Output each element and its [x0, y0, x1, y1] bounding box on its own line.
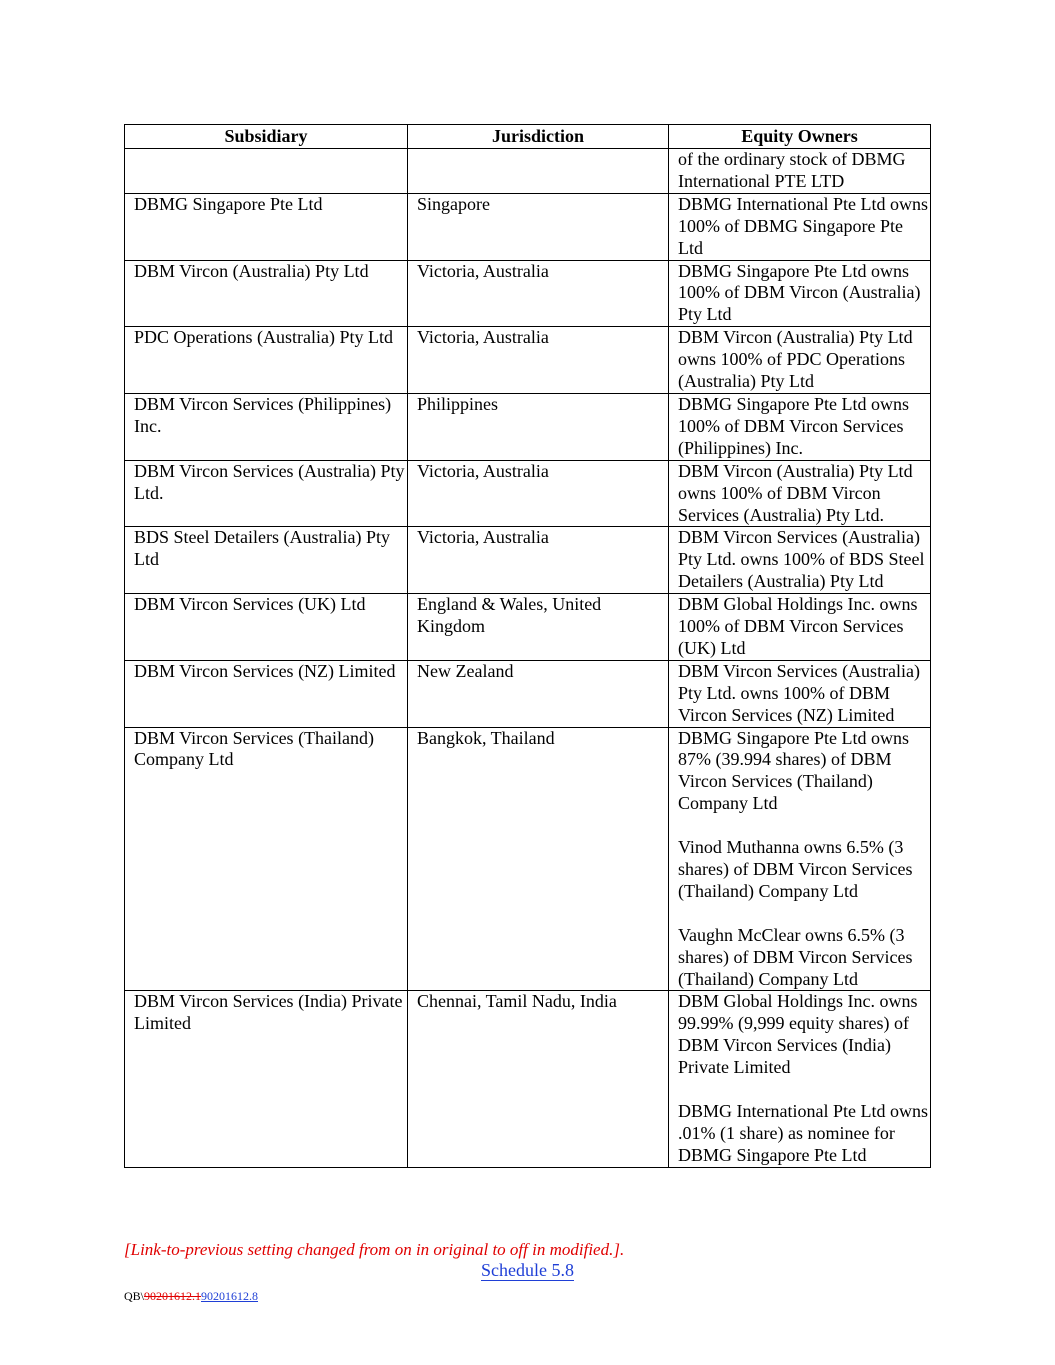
- equity-paragraph: DBMG Singapore Pte Ltd owns 87% (39.994 shares) of DBM Vircon Services (Thailand) Company Ltd: [678, 727, 909, 814]
- equity-paragraph: DBM Global Holdings Inc. owns 99.99% (9,999 equity shares) of DBM Vircon Services (India) Private Limited: [678, 991, 918, 1078]
- cell-subsidiary: DBM Vircon Services (NZ) Limited: [125, 660, 408, 727]
- table-header-row: [125, 125, 931, 149]
- cell-jurisdiction: [408, 149, 669, 194]
- cell-jurisdiction: Singapore: [408, 193, 669, 260]
- header-jurisdiction: Jurisdiction: [408, 125, 669, 149]
- table-row: [125, 527, 931, 594]
- cell-subsidiary: DBM Vircon Services (Thailand) Company Ltd: [125, 727, 408, 991]
- docid-deleted: 90201612.1: [144, 1289, 202, 1303]
- cell-subsidiary: DBM Vircon Services (Philippines) Inc.: [125, 393, 408, 460]
- paragraph-gap: [678, 1079, 930, 1101]
- cell-subsidiary: DBM Vircon (Australia) Pty Ltd: [125, 260, 408, 327]
- cell-equity-owners: [669, 991, 931, 1167]
- cell-jurisdiction: Philippines: [408, 393, 669, 460]
- docid-prefix: QB\: [124, 1289, 145, 1303]
- equity-paragraph: DBMG Singapore Pte Ltd owns 100% of DBM Vircon (Australia) Pty Ltd: [678, 260, 921, 325]
- cell-subsidiary: BDS Steel Detailers (Australia) Pty Ltd: [125, 527, 408, 594]
- cell-jurisdiction: Victoria, Australia: [408, 327, 669, 394]
- cell-subsidiary: PDC Operations (Australia) Pty Ltd: [125, 327, 408, 394]
- revision-note: [Link-to-previous setting changed from on in original to off in modified.].: [124, 1240, 625, 1259]
- table-row: [125, 260, 931, 327]
- cell-subsidiary: DBM Vircon Services (India) Private Limited: [125, 991, 408, 1167]
- table-row: [125, 991, 931, 1167]
- cell-jurisdiction: Chennai, Tamil Nadu, India: [408, 991, 669, 1167]
- cell-equity-owners: [669, 149, 931, 194]
- subsidiaries-table: [124, 124, 931, 1168]
- equity-paragraph: DBMG International Pte Ltd owns 100% of DBMG Singapore Pte Ltd: [678, 193, 928, 258]
- table-row: [125, 149, 931, 194]
- cell-equity-owners: [669, 660, 931, 727]
- cell-jurisdiction: Victoria, Australia: [408, 460, 669, 527]
- table-row: [125, 327, 931, 394]
- cell-equity-owners: [669, 327, 931, 394]
- table-row: [125, 393, 931, 460]
- equity-paragraph: of the ordinary stock of DBMG International PTE LTD: [678, 149, 906, 191]
- cell-jurisdiction: England & Wales, United Kingdom: [408, 594, 669, 661]
- table-row: [125, 727, 931, 991]
- cell-jurisdiction: Victoria, Australia: [408, 260, 669, 327]
- cell-jurisdiction: Victoria, Australia: [408, 527, 669, 594]
- header-equity-owners: Equity Owners: [669, 125, 931, 149]
- equity-paragraph: DBMG International Pte Ltd owns .01% (1 share) as nominee for DBMG Singapore Pte Ltd: [678, 1100, 928, 1165]
- equity-paragraph: DBM Vircon (Australia) Pty Ltd owns 100% of DBM Vircon Services (Australia) Pty Ltd.: [678, 460, 913, 525]
- equity-paragraph: Vinod Muthanna owns 6.5% (3 shares) of DBM Vircon Services (Thailand) Company Ltd: [678, 837, 913, 901]
- schedule-link[interactable]: Schedule 5.8: [481, 1260, 574, 1280]
- cell-subsidiary: DBM Vircon Services (UK) Ltd: [125, 594, 408, 661]
- equity-paragraph: DBMG Singapore Pte Ltd owns 100% of DBM Vircon Services (Philippines) Inc.: [678, 393, 909, 458]
- equity-paragraph: DBM Vircon (Australia) Pty Ltd owns 100% of PDC Operations (Australia) Pty Ltd: [678, 327, 913, 392]
- paragraph-gap: [678, 815, 930, 837]
- cell-subsidiary: [125, 149, 408, 194]
- table-body: [125, 149, 931, 1168]
- equity-paragraph: DBM Vircon Services (Australia) Pty Ltd. owns 100% of DBM Vircon Services (NZ) Limited: [678, 660, 921, 725]
- cell-equity-owners: [669, 727, 931, 991]
- cell-subsidiary: DBM Vircon Services (Australia) Pty Ltd.: [125, 460, 408, 527]
- equity-paragraph: DBM Vircon Services (Australia) Pty Ltd. owns 100% of BDS Steel Detailers (Australia) Pty Ltd: [678, 527, 925, 592]
- equity-paragraph: Vaughn McClear owns 6.5% (3 shares) of DBM Vircon Services (Thailand) Company Ltd: [678, 924, 913, 989]
- cell-equity-owners: [669, 393, 931, 460]
- cell-jurisdiction: New Zealand: [408, 660, 669, 727]
- cell-equity-owners: [669, 527, 931, 594]
- cell-equity-owners: [669, 594, 931, 661]
- cell-jurisdiction: Bangkok, Thailand: [408, 727, 669, 991]
- document-id: [124, 1289, 258, 1304]
- table-row: [125, 594, 931, 661]
- paragraph-gap: [678, 903, 930, 925]
- equity-paragraph: DBM Global Holdings Inc. owns 100% of DBM Vircon Services (UK) Ltd: [678, 594, 918, 658]
- cell-equity-owners: [669, 260, 931, 327]
- cell-equity-owners: [669, 460, 931, 527]
- table-row: [125, 660, 931, 727]
- header-subsidiary: Subsidiary: [125, 125, 408, 149]
- schedule-link-wrapper: [0, 1260, 1055, 1281]
- docid-inserted: 90201612.8: [201, 1289, 259, 1303]
- table-row: [125, 193, 931, 260]
- table-row: [125, 460, 931, 527]
- cell-equity-owners: [669, 193, 931, 260]
- cell-subsidiary: DBMG Singapore Pte Ltd: [125, 193, 408, 260]
